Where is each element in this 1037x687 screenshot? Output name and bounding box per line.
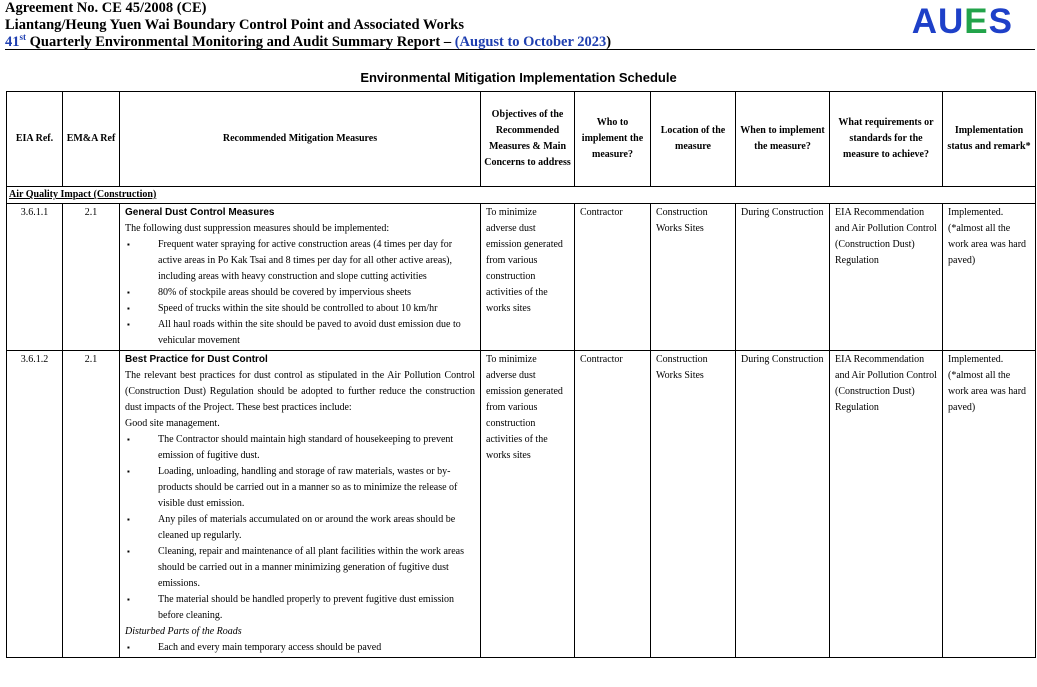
section-row bbox=[7, 187, 1036, 204]
who-cell: Contractor bbox=[575, 351, 651, 658]
measure-intro: The relevant best practices for dust control as stipulated in the Air Pollution Control (Construction Dust) Regulation should be adopted to further reduce the construction dust impacts of the Project. These best practices include: bbox=[125, 370, 475, 413]
measure-list bbox=[125, 237, 475, 349]
who-cell: Contractor bbox=[575, 204, 651, 351]
status-cell: Implemented. (*almost all the work area was hard paved) bbox=[943, 204, 1036, 351]
table-row bbox=[7, 204, 1036, 351]
table-header-row bbox=[7, 92, 1036, 187]
list-item: ▪ All haul roads within the site should be paved to avoid dust emission due to vehicular movement bbox=[158, 317, 475, 349]
measure-cell bbox=[120, 351, 481, 658]
eia-ref: 3.6.1.1 bbox=[7, 204, 63, 351]
col-who: Who to implement the measure? bbox=[575, 92, 651, 187]
measure-heading: General Dust Control Measures bbox=[125, 207, 275, 218]
location-cell: Construction Works Sites bbox=[651, 351, 736, 658]
project-name: Liantang/Heung Yuen Wai Boundary Control Point and Associated Works bbox=[5, 17, 465, 33]
list-item: ▪ Frequent water spraying for active construction areas (4 times per day for active areas in Po Kak Tsai and 8 times per day for all other active areas), including areas with heavy construction and slope cutting activities bbox=[158, 237, 475, 285]
list-item: ▪ The material should be handled properly to prevent fugitive dust emission before cleaning. bbox=[158, 592, 475, 624]
ema-ref: 2.1 bbox=[63, 351, 120, 658]
list-item: ▪ The Contractor should maintain high standard of housekeeping to prevent emission of fugitive dust. bbox=[158, 432, 475, 464]
report-title: 41st Quarterly Environmental Monitoring and Audit Summary Report – (August to October 2023) bbox=[5, 32, 612, 50]
col-objectives: Objectives of the Recommended Measures & Main Concerns to address bbox=[481, 92, 575, 187]
list-item: ▪ Each and every main temporary access should be paved bbox=[158, 640, 475, 656]
col-when: When to implement the measure? bbox=[736, 92, 830, 187]
list-item: ▪ Any piles of materials accumulated on or around the work areas should be cleaned up regularly. bbox=[158, 512, 475, 544]
measure-subheading: Good site management. bbox=[125, 418, 220, 429]
col-ema-ref: EM&A Ref bbox=[63, 92, 120, 187]
col-status: Implementation status and remark* bbox=[943, 92, 1036, 187]
list-item: ▪ Cleaning, repair and maintenance of all plant facilities within the work areas should be carried out in a manner minimizing generation of fugitive dust emissions. bbox=[158, 544, 475, 592]
section-title: Air Quality Impact (Construction) bbox=[9, 189, 157, 200]
objective-cell: To minimize adverse dust emission generated from various construction activities of the works sites bbox=[481, 351, 575, 658]
measure-list bbox=[125, 432, 475, 624]
col-measures: Recommended Mitigation Measures bbox=[120, 92, 481, 187]
status-cell: Implemented. (*almost all the work area was hard paved) bbox=[943, 351, 1036, 658]
col-location: Location of the measure bbox=[651, 92, 736, 187]
mitigation-schedule-table bbox=[6, 91, 1036, 658]
page-title: Environmental Mitigation Implementation Schedule bbox=[360, 70, 677, 85]
list-item: ▪ Loading, unloading, handling and storage of raw materials, wastes or by-products should be carried out in a manner so as to minimize the release of visible dust emission. bbox=[158, 464, 475, 512]
location-cell: Construction Works Sites bbox=[651, 204, 736, 351]
measure-intro: The following dust suppression measures should be implemented: bbox=[125, 223, 390, 234]
report-header bbox=[5, 0, 611, 51]
aues-logo: AUES bbox=[911, 2, 1013, 41]
ema-ref: 2.1 bbox=[63, 204, 120, 351]
measure-cell bbox=[120, 204, 481, 351]
eia-ref: 3.6.1.2 bbox=[7, 351, 63, 658]
col-requirements: What requirements or standards for the measure to achieve? bbox=[830, 92, 943, 187]
header-rule bbox=[5, 49, 1035, 50]
measure-subheading: Disturbed Parts of the Roads bbox=[125, 626, 242, 637]
agreement-number: Agreement No. CE 45/2008 (CE) bbox=[5, 0, 207, 16]
col-eia-ref: EIA Ref. bbox=[7, 92, 63, 187]
when-cell: During Construction bbox=[736, 204, 830, 351]
when-cell: During Construction bbox=[736, 351, 830, 658]
requirement-cell: EIA Recommendation and Air Pollution Control (Construction Dust) Regulation bbox=[830, 351, 943, 658]
list-item: ▪ Speed of trucks within the site should be controlled to about 10 km/hr bbox=[158, 301, 475, 317]
objective-cell: To minimize adverse dust emission generated from various construction activities of the works sites bbox=[481, 204, 575, 351]
measure-list bbox=[125, 640, 475, 656]
requirement-cell: EIA Recommendation and Air Pollution Control (Construction Dust) Regulation bbox=[830, 204, 943, 351]
measure-heading: Best Practice for Dust Control bbox=[125, 354, 268, 365]
table-row bbox=[7, 351, 1036, 658]
list-item: ▪ 80% of stockpile areas should be covered by impervious sheets bbox=[158, 285, 475, 301]
